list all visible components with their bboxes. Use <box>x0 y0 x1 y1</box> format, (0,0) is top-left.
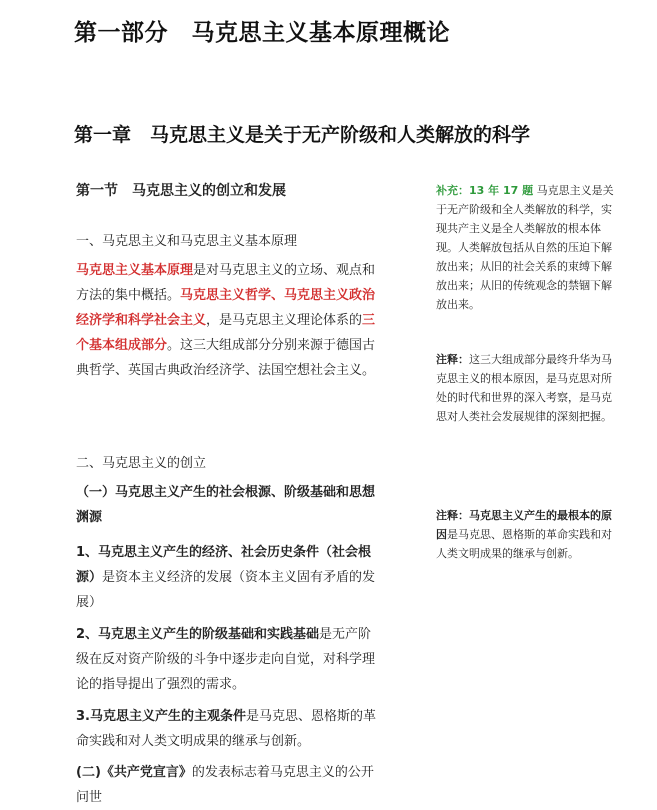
bold-run: 3.马克思主义产生的主观条件 <box>76 709 246 724</box>
note-text: 这三大组成部分最终升华为马克思主义的根本原因，是马克思对所处的时代和世界的深入考察，是马克思对人类社会发展规律的深刻把握。 <box>436 353 612 423</box>
paragraph-economic-conditions <box>76 540 376 615</box>
text-run: 。这三大组成部分分别来源于德国古典哲学、英国古典政治经济学、法国空想社会主义。 <box>76 338 376 378</box>
note-label: 注释： <box>436 509 469 522</box>
part-title: 第一部分 马克思主义基本原理概论 <box>74 20 450 46</box>
sidenote-fundamental-cause <box>436 506 614 563</box>
text-run: 的发表标志着马克思主义的公开问世 <box>76 765 374 805</box>
sidenote-supplement <box>436 181 614 314</box>
highlight-three-components: 三个基本组成部分 <box>76 313 376 353</box>
text-run: 是资本主义经济的发展（资本主义固有矛盾的发展） <box>76 570 376 610</box>
paragraph-class-basis <box>76 622 376 697</box>
note-label: 注释： <box>436 353 469 366</box>
text-run: 是对马克思主义的立场、观点和方法的集中概括。 <box>76 263 376 303</box>
highlight-three-parts-names: 马克思主义哲学、马克思主义政治经济学和科学社会主义 <box>76 288 376 328</box>
heading-founding: 二、马克思主义的创立 <box>76 456 207 471</box>
note-bold-text: 马克思主义产生的最根本的原因 <box>436 509 612 541</box>
text-run: 是马克思、恩格斯的革命实践和对人类文明成果的继承与创新。 <box>76 709 376 749</box>
bold-run: 2、马克思主义产生的阶级基础和实践基础 <box>76 627 320 642</box>
heading-roots: （一）马克思主义产生的社会根源、阶级基础和思想渊源 <box>76 485 376 525</box>
bold-run: (二)《共产党宣言》 <box>76 765 192 780</box>
section-title: 第一节 马克思主义的创立和发展 <box>76 183 286 199</box>
text-run: 是无产阶级在反对资产阶级的斗争中逐步走向自觉，对科学理论的指导提出了强烈的需求。 <box>76 627 376 692</box>
text-run: ，是马克思主义理论体系的 <box>206 313 363 328</box>
heading-marxism-principles: 一、马克思主义和马克思主义基本原理 <box>76 234 298 249</box>
note-text: 是马克思、恩格斯的革命实践和对人类文明成果的继承与创新。 <box>436 528 612 560</box>
highlight-basic-principles: 马克思主义基本原理 <box>76 263 194 278</box>
note-exam-ref: 13 年 17 题 <box>469 184 534 197</box>
note-text: 马克思主义是关于无产阶级和全人类解放的科学，实现共产主义是全人类解放的根本体现。人类解放包括从自然的压迫下解放出来；从旧的社会关系的束缚下解放出来；从旧的传统观念的禁锢下解放出来。 <box>436 184 614 311</box>
paragraph-subjective-conditions <box>76 704 376 754</box>
sidenote-three-parts <box>436 350 614 426</box>
paragraph-basic-principles <box>76 258 376 383</box>
heading-manifesto <box>76 760 376 810</box>
chapter-title: 第一章 马克思主义是关于无产阶级和人类解放的科学 <box>74 124 531 146</box>
bold-run: 1、马克思主义产生的经济、社会历史条件（社会根源） <box>76 545 372 585</box>
note-label: 补充： <box>436 184 469 197</box>
